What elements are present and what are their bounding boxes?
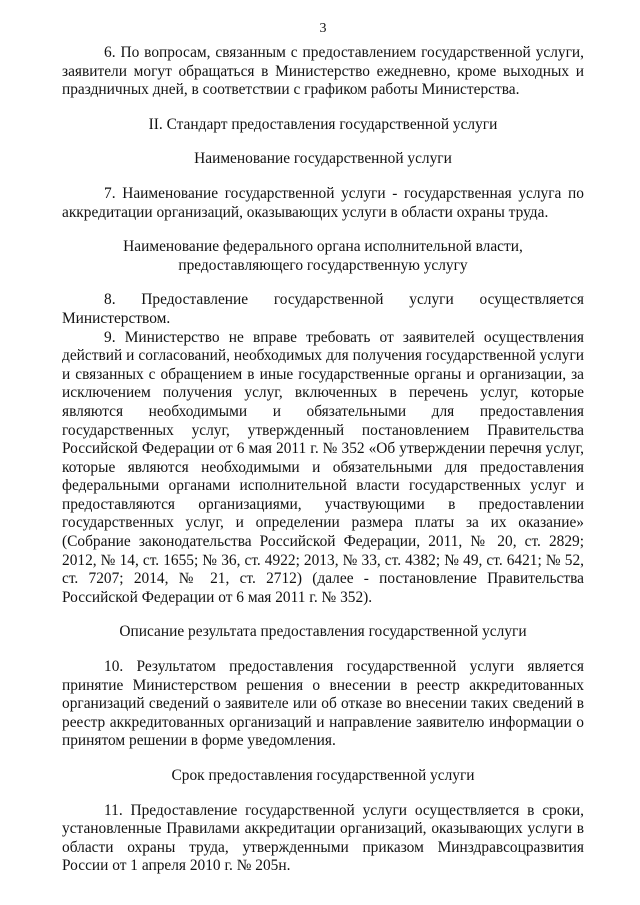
subheading-authority-line-1: Наименование федерального органа исполнительной власти, [123,238,523,256]
paragraph-11: 11. Предоставление государственной услуги осуществляется в сроки, установленные Правилами аккредитации организаций, оказывающих услуги в области охраны труда, утвержденными приказом Минздравсоцразвития России от 1 апреля 2010 г. № 205н. [62,801,584,875]
paragraph-9: 9. Министерство не вправе требовать от заявителей осуществления действий и согласований, необходимых для получения государственной услуги и связанных с обращением в иные государственные органы и организации, за исключением получения услуг, включенных в перечень услуг, которые являются необходимыми и обязательными для предоставления государственных услуг, утвержденный постановлением Правительства Российской Федерации от 6 мая 2011 г. № 352 «Об утверждении перечня услуг, которые являются необходимыми и обязательными для предоставления федеральными органами исполнительной власти государственных услуг и предоставляются организациями, участвующими в предоставлении государственных услуг, и определении размера платы за их оказание» (Собрание законодательства Российской Федерации, 2011, № 20, ст. 2829; 2012, № 14, ст. 1655; № 36, ст. 4922; 2013, № 33, ст. 4382; № 49, ст. 6421; № 52, ст. 7207; 2014, № 21, ст. 2712) (далее - постановление Правительства Российской Федерации от 6 мая 2011 г. № 352). [62,328,584,606]
paragraph-10: 10. Результатом предоставления государственной услуги является принятие Министерством решения о внесении в реестр аккредитованных организаций сведений о заявителе или об отказе во внесении таких сведений в реестр аккредитованных организаций и направление заявителю информации о принятом решении в форме уведомления. [62,658,584,750]
page-number: 3 [319,21,327,36]
subheading-authority-line-2: предоставляющего государственную услугу [178,256,468,274]
section-heading-standard: II. Стандарт предоставления государственной услуги [148,115,498,133]
subheading-authority [62,238,584,275]
subheading-service-name: Наименование государственной услуги [194,150,452,168]
paragraph-8: 8. Предоставление государственной услуги осуществляется Министерством. [62,291,584,327]
subheading-result: Описание результата предоставления государственной услуги [119,623,527,641]
paragraph-6: 6. По вопросам, связанным с предоставлением государственной услуги, заявители могут обращаться в Министерство ежедневно, кроме выходных и праздничных дней, в соответствии с графиком работы Министерства. [62,44,584,99]
paragraph-7: 7. Наименование государственной услуги - государственная услуга по аккредитации организаций, оказывающих услуги в области охраны труда. [62,184,584,221]
subheading-term: Срок предоставления государственной услуги [171,767,475,784]
